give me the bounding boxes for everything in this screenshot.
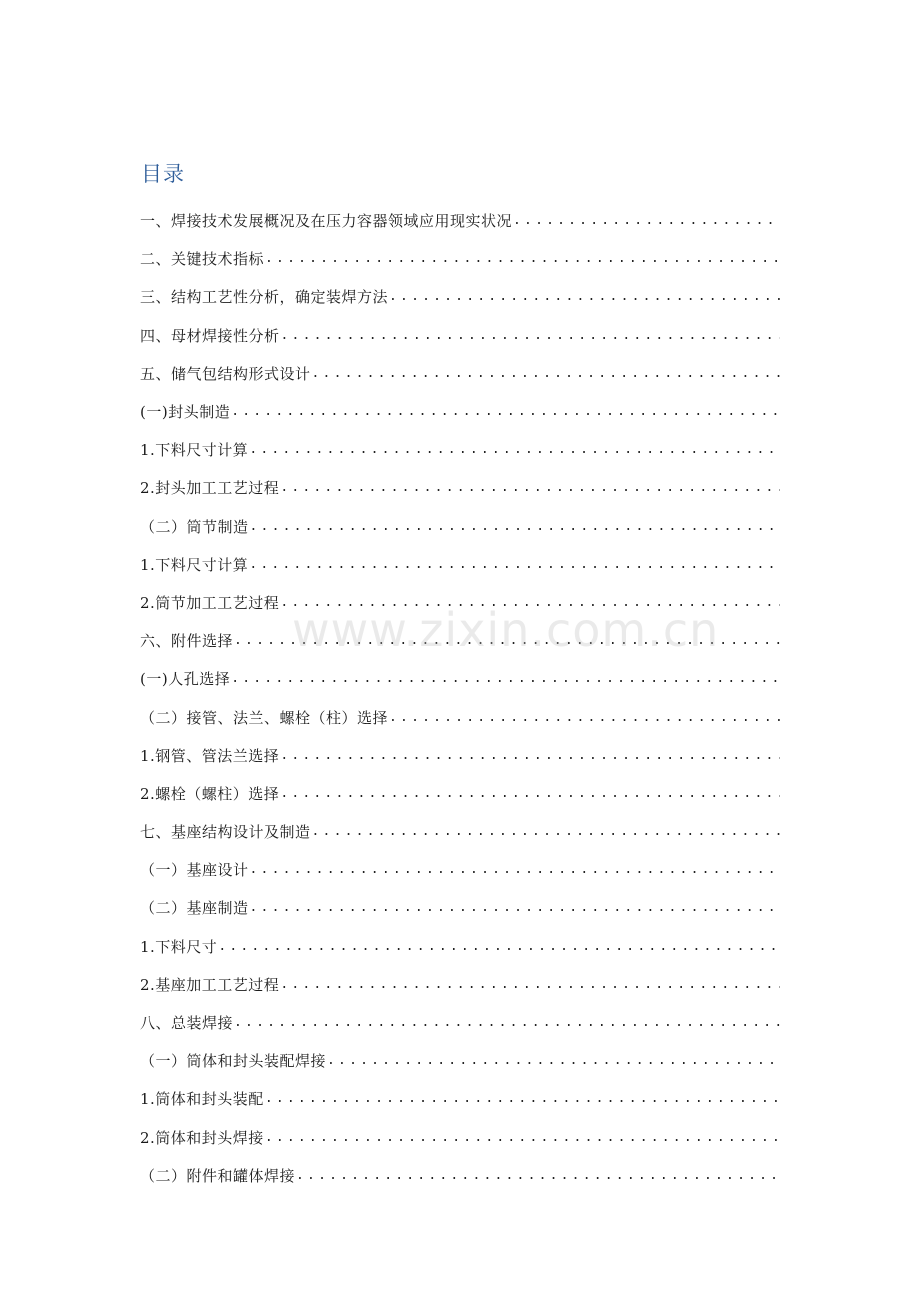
toc-entry-text: 2.螺栓（螺柱）选择 [140, 784, 280, 803]
watermark-text: www.zixin.com.cn [292, 603, 720, 657]
toc-entry-text: 二、关键技术指标 [140, 250, 265, 269]
toc-dot-leader [279, 975, 780, 995]
toc-dot-leader [326, 1051, 780, 1071]
toc-entry[interactable] [140, 469, 780, 507]
toc-entry[interactable] [140, 240, 780, 278]
toc-dot-leader [217, 937, 780, 957]
toc-entry[interactable] [140, 966, 780, 1004]
toc-entry-text: （二）接管、法兰、螺栓（柱）选择 [140, 708, 389, 727]
toc-entry-text: 七、基座结构设计及制造 [140, 823, 311, 842]
toc-entry-text: 2.筒节加工工艺过程 [140, 593, 280, 612]
toc-entry[interactable] [140, 546, 780, 584]
toc-entry[interactable] [140, 1119, 780, 1157]
toc-dot-leader [249, 860, 780, 880]
toc-dot-leader [279, 478, 780, 498]
toc-dot-leader [280, 326, 780, 346]
toc-entry-text: 1.筒体和封头装配 [140, 1090, 264, 1109]
toc-title: 目录 [141, 162, 185, 186]
toc-dot-leader [248, 440, 780, 460]
toc-entry[interactable] [140, 1042, 780, 1080]
toc-entry[interactable] [140, 393, 780, 431]
toc-entry[interactable] [140, 622, 780, 660]
toc-entry[interactable] [140, 508, 780, 546]
toc-dot-leader [264, 249, 780, 269]
toc-entry[interactable] [140, 431, 780, 469]
toc-dot-leader [264, 1089, 780, 1109]
toc-entry-text: 2.封头加工工艺过程 [140, 479, 280, 498]
toc-entry[interactable] [140, 775, 780, 813]
toc-entry-text: 八、总装焊接 [140, 1014, 234, 1033]
toc-entry-text: 四、母材焊接性分析 [140, 326, 280, 345]
toc-entry[interactable] [140, 278, 780, 316]
toc-dot-leader [233, 1013, 780, 1033]
toc-entry[interactable] [140, 355, 780, 393]
toc-entry[interactable] [140, 813, 780, 851]
toc-entry[interactable] [140, 1080, 780, 1118]
toc-entry[interactable] [140, 928, 780, 966]
toc-entry[interactable] [140, 660, 780, 698]
toc-entry-text: 1.下料尺寸 [140, 937, 218, 956]
toc-entry[interactable] [140, 737, 780, 775]
toc-dot-leader [279, 746, 780, 766]
toc-dot-leader [248, 555, 780, 575]
toc-dot-leader [249, 898, 780, 918]
toc-entry[interactable] [140, 584, 780, 622]
toc-entry-text: （一）基座设计 [140, 861, 249, 880]
toc-entry[interactable] [140, 317, 780, 355]
toc-entry[interactable] [140, 851, 780, 889]
toc-entry-text: （二）筒节制造 [140, 517, 249, 536]
toc-entry-text: 一、焊接技术发展概况及在压力容器领域应用现实状况 [140, 212, 513, 231]
toc-entry-text: 三、结构工艺性分析，确定装焊方法 [140, 288, 389, 307]
toc-entry[interactable] [140, 202, 780, 240]
toc-dot-leader [295, 1166, 780, 1186]
toc-entry-text: 五、储气包结构形式设计 [140, 364, 311, 383]
toc-entry-text: (一)人孔选择 [140, 670, 231, 689]
toc-entry-text: （二）附件和罐体焊接 [140, 1166, 296, 1185]
toc-entry-text: 1.下料尺寸计算 [140, 555, 249, 574]
toc-entry-text: （二）基座制造 [140, 899, 249, 918]
toc-dot-leader [311, 364, 780, 384]
toc-dot-leader [311, 822, 780, 842]
toc-entry[interactable] [140, 1157, 780, 1195]
toc-entry[interactable] [140, 698, 780, 736]
toc-dot-leader [388, 708, 780, 728]
toc-entry-text: 2.筒体和封头焊接 [140, 1128, 264, 1147]
toc-entry-text: 六、附件选择 [140, 632, 234, 651]
toc-entry-text: （一）筒体和封头装配焊接 [140, 1052, 327, 1071]
toc-entry-text: (一)封头制造 [140, 403, 231, 422]
toc-dot-leader [279, 784, 780, 804]
toc-dot-leader [230, 669, 780, 689]
toc-entry[interactable] [140, 889, 780, 927]
toc-entry-text: 1.钢管、管法兰选择 [140, 746, 280, 765]
toc-entry[interactable] [140, 1004, 780, 1042]
toc-dot-leader [264, 1128, 780, 1148]
toc-dot-leader [233, 631, 780, 651]
toc-entry-text: 1.下料尺寸计算 [140, 441, 249, 460]
toc-dot-leader [249, 517, 780, 537]
toc-entry-text: 2.基座加工工艺过程 [140, 975, 280, 994]
toc-dot-leader [279, 593, 780, 613]
toc-dot-leader [512, 211, 780, 231]
toc-dot-leader [230, 402, 780, 422]
toc-list [140, 202, 780, 1195]
toc-dot-leader [388, 287, 780, 307]
